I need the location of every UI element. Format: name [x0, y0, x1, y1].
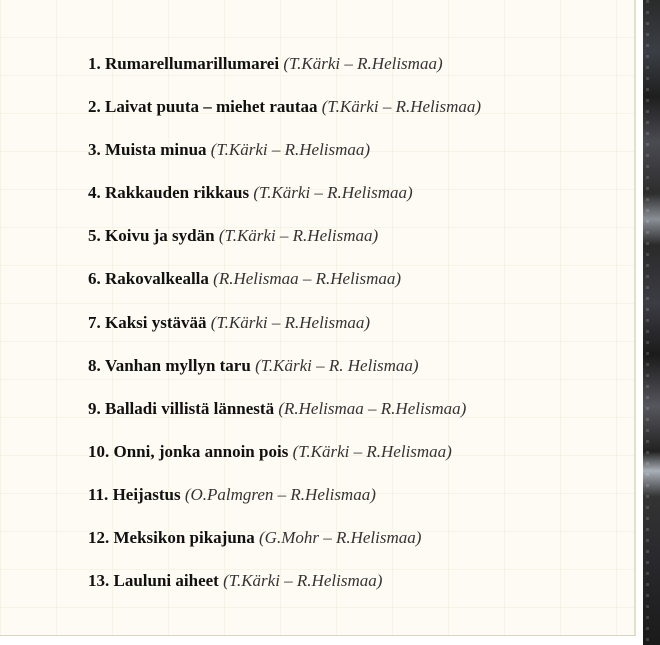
track-number: 7.	[88, 312, 101, 332]
track-item	[88, 571, 481, 614]
track-item	[88, 399, 481, 442]
track-title: Rakovalkealla	[105, 269, 209, 289]
track-title: Muista minua	[105, 140, 207, 160]
track-item	[88, 269, 481, 312]
track-number: 10.	[88, 441, 110, 461]
track-number: 11.	[88, 484, 109, 504]
track-number: 9.	[88, 398, 101, 418]
track-credits: (G.Mohr – R.Helismaa)	[259, 528, 422, 548]
track-credits: (T.Kärki – R.Helismaa)	[210, 140, 371, 160]
track-credits: (O.Palmgren – R.Helismaa)	[184, 484, 376, 504]
track-item	[88, 485, 481, 528]
track-credits: (R.Helismaa – R.Helismaa)	[278, 398, 467, 418]
track-number: 8.	[88, 355, 101, 375]
track-number: 3.	[88, 140, 101, 160]
track-credits: (T.Kärki – R.Helismaa)	[321, 97, 482, 117]
track-credits: (T.Kärki – R.Helismaa)	[223, 571, 383, 591]
track-item	[88, 226, 481, 269]
track-credits: (T.Kärki – R.Helismaa)	[292, 441, 452, 461]
track-number: 1.	[88, 54, 101, 73]
track-title: Koivu ja sydän	[105, 226, 215, 246]
track-number: 2.	[88, 97, 101, 117]
track-item	[88, 442, 481, 485]
track-title: Heijastus	[112, 484, 181, 504]
track-title: Rakkauden rikkaus	[105, 183, 250, 203]
track-item	[88, 54, 481, 97]
track-item	[88, 183, 481, 226]
track-title: Rumarellumarillumarei	[105, 54, 280, 73]
track-number: 13.	[88, 571, 110, 591]
track-credits: (T.Kärki – R.Helismaa)	[210, 312, 371, 332]
track-title: Meksikon pikajuna	[113, 528, 255, 548]
track-credits: (T.Kärki – R. Helismaa)	[255, 355, 419, 375]
track-title: Balladi villistä lännestä	[105, 398, 275, 418]
track-title: Lauluni aiheet	[113, 571, 219, 591]
track-credits: (T.Kärki – R.Helismaa)	[218, 226, 379, 246]
track-item	[88, 528, 481, 571]
track-number: 6.	[88, 269, 101, 289]
track-title: Onni, jonka annoin pois	[113, 441, 289, 461]
track-credits: (R.Helismaa – R.Helismaa)	[213, 269, 402, 289]
track-number: 12.	[88, 528, 110, 548]
track-credits: (T.Kärki – R.Helismaa)	[253, 183, 413, 203]
track-item	[88, 140, 481, 183]
track-title: Vanhan myllyn taru	[105, 355, 251, 375]
track-number: 4.	[88, 183, 101, 203]
track-item	[88, 356, 481, 399]
track-list	[88, 54, 481, 614]
track-item	[88, 97, 481, 140]
track-title: Kaksi ystävää	[105, 312, 207, 332]
track-item	[88, 313, 481, 356]
track-title: Laivat puuta – miehet rautaa	[105, 97, 318, 117]
track-credits: (T.Kärki – R.Helismaa)	[283, 54, 443, 73]
track-number: 5.	[88, 226, 101, 246]
cd-case-edge	[643, 0, 660, 645]
